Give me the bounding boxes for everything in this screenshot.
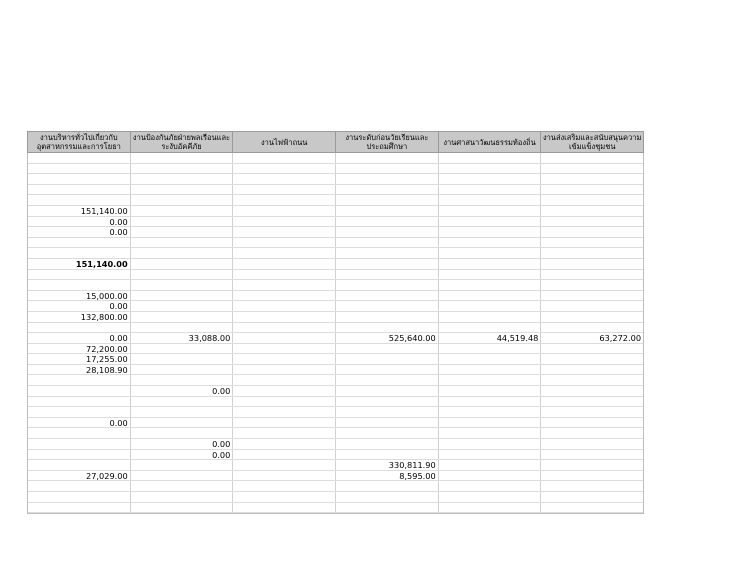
table-cell (233, 481, 336, 491)
table-cell (336, 164, 439, 174)
table-cell (439, 375, 542, 385)
table-cell (28, 195, 131, 205)
table-row (28, 386, 643, 397)
table-cell: 0.00 (28, 301, 131, 311)
table-cell (439, 259, 542, 269)
table-cell (233, 238, 336, 248)
table-cell (28, 238, 131, 248)
table-cell (233, 428, 336, 438)
table-cell (131, 365, 234, 375)
table-cell (233, 291, 336, 301)
table-cell (439, 481, 542, 491)
table-cell (233, 333, 336, 343)
table-cell (541, 386, 643, 396)
table-row (28, 418, 643, 429)
table-cell (28, 185, 131, 195)
table-cell (131, 217, 234, 227)
table-row (28, 185, 643, 196)
table-cell (336, 503, 439, 513)
table-row (28, 206, 643, 217)
table-cell: 8,595.00 (336, 471, 439, 481)
table-cell (28, 460, 131, 470)
table-row (28, 354, 643, 365)
column-header: งานป้องกันภัยฝ่ายพลเรือนและระงับอัคคีภัย (131, 132, 234, 152)
table-row (28, 428, 643, 439)
table-cell (233, 153, 336, 163)
table-cell (541, 280, 643, 290)
table-cell (233, 323, 336, 333)
table-cell (131, 503, 234, 513)
header-row (27, 131, 644, 153)
table-cell (541, 375, 643, 385)
table-cell (336, 365, 439, 375)
table-cell (131, 354, 234, 364)
table-cell (439, 471, 542, 481)
table-cell (336, 227, 439, 237)
table-row (28, 217, 643, 228)
table-cell (439, 323, 542, 333)
column-header: งานส่งเสริมและสนับสนุนความเข้มแข็งชุมชน (542, 133, 642, 151)
table-row (28, 164, 643, 175)
table-cell (541, 312, 643, 322)
column-header: งานระดับก่อนวัยเรียนและประถมศึกษา (336, 132, 439, 152)
table-row (28, 471, 643, 482)
table-cell (336, 344, 439, 354)
table-row (28, 407, 643, 418)
table-cell (336, 217, 439, 227)
table-row (28, 238, 643, 249)
table-cell: 132,800.00 (28, 312, 131, 322)
table-cell (541, 418, 643, 428)
table-cell: 15,000.00 (28, 291, 131, 301)
table-cell (541, 397, 643, 407)
table-cell (439, 407, 542, 417)
table-cell (131, 259, 234, 269)
table-row (28, 291, 643, 302)
table-cell (541, 354, 643, 364)
table-cell (439, 312, 542, 322)
table-cell (28, 492, 131, 502)
table-cell (28, 323, 131, 333)
table-cell (233, 407, 336, 417)
table-cell (439, 217, 542, 227)
table-cell (131, 428, 234, 438)
table-cell (541, 291, 643, 301)
table-cell: 0.00 (131, 450, 234, 460)
table-cell (131, 492, 234, 502)
table-cell (541, 503, 643, 513)
table-cell (336, 280, 439, 290)
table-cell (541, 344, 643, 354)
table-row (28, 375, 643, 386)
table-cell (541, 185, 643, 195)
table-cell (336, 301, 439, 311)
table-cell (439, 153, 542, 163)
table-cell (439, 280, 542, 290)
column-header: งานไฟฟ้าถนน (233, 132, 336, 152)
table-row (28, 492, 643, 503)
table-cell (233, 206, 336, 216)
table-cell (131, 291, 234, 301)
table-cell (28, 386, 131, 396)
table-cell (439, 270, 542, 280)
table-row (28, 153, 643, 164)
table-cell (131, 397, 234, 407)
table-cell (233, 471, 336, 481)
table-cell (233, 259, 336, 269)
table-row (28, 301, 643, 312)
table-cell (233, 418, 336, 428)
table-cell (439, 386, 542, 396)
table-cell: 72,200.00 (28, 344, 131, 354)
table-cell: 44,519.48 (439, 333, 542, 343)
table-cell: 27,029.00 (28, 471, 131, 481)
table-cell (233, 280, 336, 290)
table-cell (336, 153, 439, 163)
table-cell: 0.00 (131, 439, 234, 449)
table-row (28, 248, 643, 259)
table-row (28, 312, 643, 323)
table-cell (233, 185, 336, 195)
table-cell (131, 460, 234, 470)
table-cell (28, 375, 131, 385)
table-cell (131, 481, 234, 491)
table-cell: 151,140.00 (28, 259, 131, 269)
table-cell (336, 259, 439, 269)
table-cell (131, 301, 234, 311)
table-cell (233, 354, 336, 364)
table-cell (28, 248, 131, 258)
table-cell (233, 312, 336, 322)
table-cell (541, 492, 643, 502)
table-row (28, 227, 643, 238)
table-row (28, 259, 643, 270)
table-cell (439, 397, 542, 407)
table-cell: 330,811.90 (336, 460, 439, 470)
table-cell (28, 397, 131, 407)
table-cell (541, 439, 643, 449)
table-cell (336, 386, 439, 396)
table-cell (28, 450, 131, 460)
table-row (28, 280, 643, 291)
table-cell: 0.00 (28, 227, 131, 237)
table-cell (131, 407, 234, 417)
table-cell (336, 428, 439, 438)
table-cell (28, 270, 131, 280)
table-cell (131, 174, 234, 184)
table-cell (439, 418, 542, 428)
table-row (28, 481, 643, 492)
table-cell (233, 503, 336, 513)
column-header: งานศาสนาวัฒนธรรมท้องถิ่น (439, 132, 542, 152)
table-row (28, 333, 643, 344)
table-cell (131, 227, 234, 237)
table-cell (541, 301, 643, 311)
table-cell (336, 397, 439, 407)
table-cell (336, 174, 439, 184)
column-header: งานบริหารทั่วไปเกี่ยวกับอุตสาหกรรมและการโยธา (28, 132, 131, 152)
spreadsheet (27, 131, 644, 514)
table-cell: 0.00 (28, 217, 131, 227)
table-cell (28, 439, 131, 449)
table-row (28, 323, 643, 334)
table-cell (336, 407, 439, 417)
table-row (28, 195, 643, 206)
table-cell (233, 439, 336, 449)
table-cell (541, 217, 643, 227)
table-cell (28, 153, 131, 163)
table-row (28, 344, 643, 355)
table-cell (233, 386, 336, 396)
table-cell (336, 492, 439, 502)
table-cell (336, 323, 439, 333)
table-cell (28, 280, 131, 290)
table-cell: 0.00 (131, 386, 234, 396)
table-cell (28, 164, 131, 174)
table-cell: 63,272.00 (599, 333, 642, 343)
table-cell (439, 174, 542, 184)
table-cell (131, 185, 234, 195)
table-cell (131, 270, 234, 280)
table-cell (439, 185, 542, 195)
table-cell (541, 153, 643, 163)
table-cell (439, 365, 542, 375)
table-cell (541, 481, 643, 491)
table-cell (439, 195, 542, 205)
table-cell: 17,255.00 (28, 354, 131, 364)
table-row (28, 460, 643, 471)
table-cell (336, 354, 439, 364)
table-cell (336, 312, 439, 322)
table-cell (541, 407, 643, 417)
table-cell (131, 206, 234, 216)
table-cell: 0.00 (28, 333, 131, 343)
table-row (28, 503, 643, 514)
table-cell (541, 195, 643, 205)
table-cell (439, 164, 542, 174)
table-cell (439, 301, 542, 311)
table-cell (336, 450, 439, 460)
table-row (28, 365, 643, 376)
table-cell (541, 248, 643, 258)
table-cell (233, 365, 336, 375)
table-cell (336, 206, 439, 216)
table-cell (439, 503, 542, 513)
table-cell (131, 344, 234, 354)
table-cell (233, 460, 336, 470)
table-cell (131, 248, 234, 258)
table-row (28, 450, 643, 461)
table-cell (28, 174, 131, 184)
table-row (28, 174, 643, 185)
table-cell (336, 439, 439, 449)
table-cell (439, 460, 542, 470)
table-cell (336, 248, 439, 258)
table-cell (336, 270, 439, 280)
table-cell (131, 153, 234, 163)
table-cell (233, 174, 336, 184)
table-cell (541, 365, 643, 375)
table-cell (439, 227, 542, 237)
table-cell (336, 195, 439, 205)
table-cell (131, 312, 234, 322)
table-cell (131, 195, 234, 205)
table-cell (233, 164, 336, 174)
table-cell (233, 270, 336, 280)
table-cell (336, 185, 439, 195)
table-cell (541, 238, 643, 248)
table-cell (233, 492, 336, 502)
table-cell (131, 418, 234, 428)
table-cell (28, 407, 131, 417)
table-cell (439, 492, 542, 502)
table-cell (439, 206, 542, 216)
table-row (28, 439, 643, 450)
table-cell (28, 481, 131, 491)
table-cell (28, 428, 131, 438)
table-cell (233, 301, 336, 311)
table-cell (131, 375, 234, 385)
table-cell (439, 248, 542, 258)
table-cell: 525,640.00 (336, 333, 439, 343)
table-cell (233, 344, 336, 354)
table-cell (439, 428, 542, 438)
table-cell (439, 238, 542, 248)
table-cell (541, 471, 643, 481)
table-cell: 33,088.00 (131, 333, 234, 343)
table-cell (131, 323, 234, 333)
table-cell (233, 450, 336, 460)
table-cell (541, 164, 643, 174)
table-cell: 0.00 (28, 418, 131, 428)
table-cell (131, 471, 234, 481)
table-cell (233, 227, 336, 237)
table-cell (541, 259, 643, 269)
table-cell (131, 238, 234, 248)
table-cell: 28,108.90 (28, 365, 131, 375)
table-cell (439, 291, 542, 301)
table-cell (541, 174, 643, 184)
table-cell (439, 450, 542, 460)
table-cell (131, 280, 234, 290)
table-cell (233, 195, 336, 205)
table-cell (541, 227, 643, 237)
table-row (28, 397, 643, 408)
table-cell (541, 323, 643, 333)
table-cell (233, 248, 336, 258)
table-cell (541, 450, 643, 460)
table-cell (439, 344, 542, 354)
table-cell (28, 503, 131, 513)
table-cell (131, 164, 234, 174)
table-cell (336, 375, 439, 385)
table-cell (541, 460, 643, 470)
table-cell (336, 481, 439, 491)
table-cell (336, 291, 439, 301)
table-cell (336, 418, 439, 428)
table-cell (336, 238, 439, 248)
table-cell (439, 354, 542, 364)
table-cell (541, 206, 643, 216)
table-cell (233, 217, 336, 227)
table-cell (541, 270, 643, 280)
sheet-body (27, 153, 644, 514)
table-row (28, 270, 643, 281)
table-cell (233, 397, 336, 407)
table-cell (541, 428, 643, 438)
table-cell (439, 439, 542, 449)
table-cell: 151,140.00 (28, 206, 131, 216)
table-cell (233, 375, 336, 385)
